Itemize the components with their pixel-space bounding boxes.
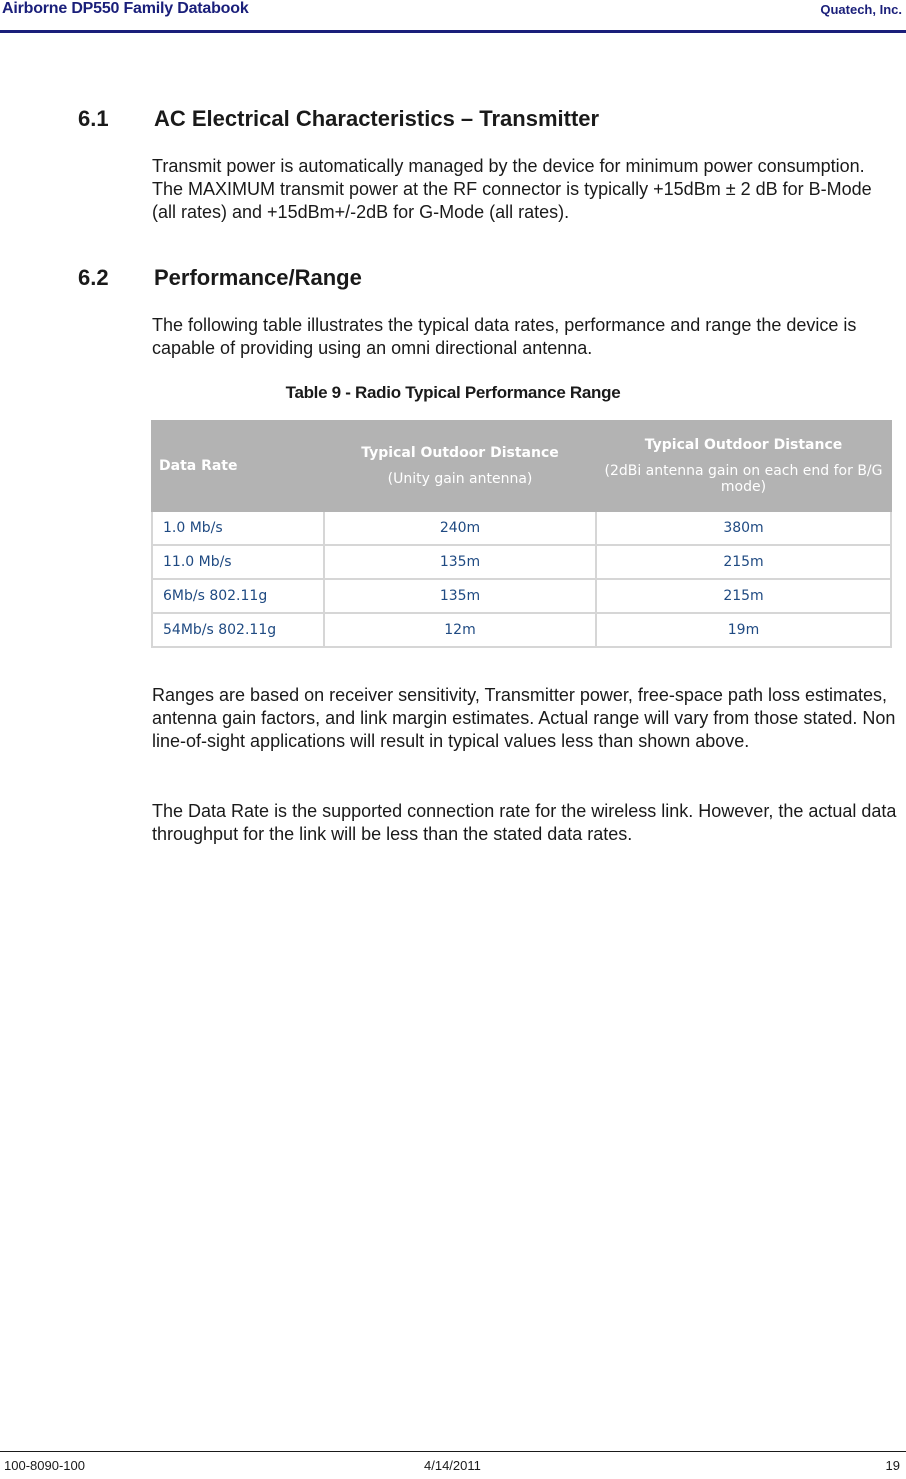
column-header-subtitle: (2dBi antenna gain on each end for B/G mode) [604,463,883,495]
section-6-2-body [152,314,900,360]
section-number: 6.2 [78,265,109,290]
notes-paragraph-2 [152,800,900,846]
section-title: AC Electrical Characteristics – Transmitter [154,106,600,131]
cell-data-rate: 11.0 Mb/s [152,545,324,579]
column-header-title: Typical Outdoor Distance [644,437,843,453]
table-header-row [152,421,891,511]
cell-unity-distance: 12m [324,613,596,647]
cell-2dbi-distance: 215m [596,579,891,613]
column-header-title: Data Rate [159,458,238,474]
section-6-1-body [152,155,900,224]
paragraph: The following table illustrates the typical data rates, performance and range the device is capable of providing using an omni directional antenna. [152,315,857,358]
column-header-unity-gain [324,421,596,511]
table-row [152,613,891,647]
footer-date: 4/14/2011 [424,1458,481,1473]
cell-unity-distance: 135m [324,579,596,613]
table-row [152,545,891,579]
cell-data-rate: 6Mb/s 802.11g [152,579,324,613]
column-header-2dbi-gain [596,421,891,511]
table-caption: Table 9 - Radio Typical Performance Range [285,383,621,402]
section-6-2-heading [78,265,362,291]
cell-data-rate: 54Mb/s 802.11g [152,613,324,647]
column-header-data-rate [152,421,324,511]
table-row [152,511,891,545]
section-title: Performance/Range [154,265,362,290]
cell-unity-distance: 240m [324,511,596,545]
cell-data-rate: 1.0 Mb/s [152,511,324,545]
footer-page-number: 19 [885,1458,900,1473]
paragraph: Ranges are based on receiver sensitivity, Transmitter power, free-space path loss estimates, antenna gain factors, and link margin estimates. Actual range will vary from those stated. Non line-of-sight applications will result in typical values less than shown above. [152,685,896,751]
performance-table [151,420,892,648]
document-title: Airborne DP550 Family Databook [2,0,249,17]
cell-unity-distance: 135m [324,545,596,579]
company-name: Quatech, Inc. [820,2,902,17]
paragraph: Transmit power is automatically managed by the device for minimum power consumption. The MAXIMUM transmit power at the RF connector is typically +15dBm ± 2 dB for B-Mode (all rates) and +15dBm+/-2dB for G-Mode (all rates). [152,156,872,222]
footer-doc-number: 100-8090-100 [4,1458,85,1473]
section-number: 6.1 [78,106,109,131]
column-header-subtitle: (Unity gain antenna) [387,471,533,487]
notes-paragraph-1 [152,684,900,753]
page-header [0,0,906,33]
paragraph: The Data Rate is the supported connection rate for the wireless link. However, the actual data throughput for the link will be less than the stated data rates. [152,801,897,844]
section-6-1-heading [78,106,599,132]
cell-2dbi-distance: 215m [596,545,891,579]
table-row [152,579,891,613]
footer-divider [0,1451,906,1452]
cell-2dbi-distance: 19m [596,613,891,647]
cell-2dbi-distance: 380m [596,511,891,545]
column-header-title: Typical Outdoor Distance [361,445,559,461]
